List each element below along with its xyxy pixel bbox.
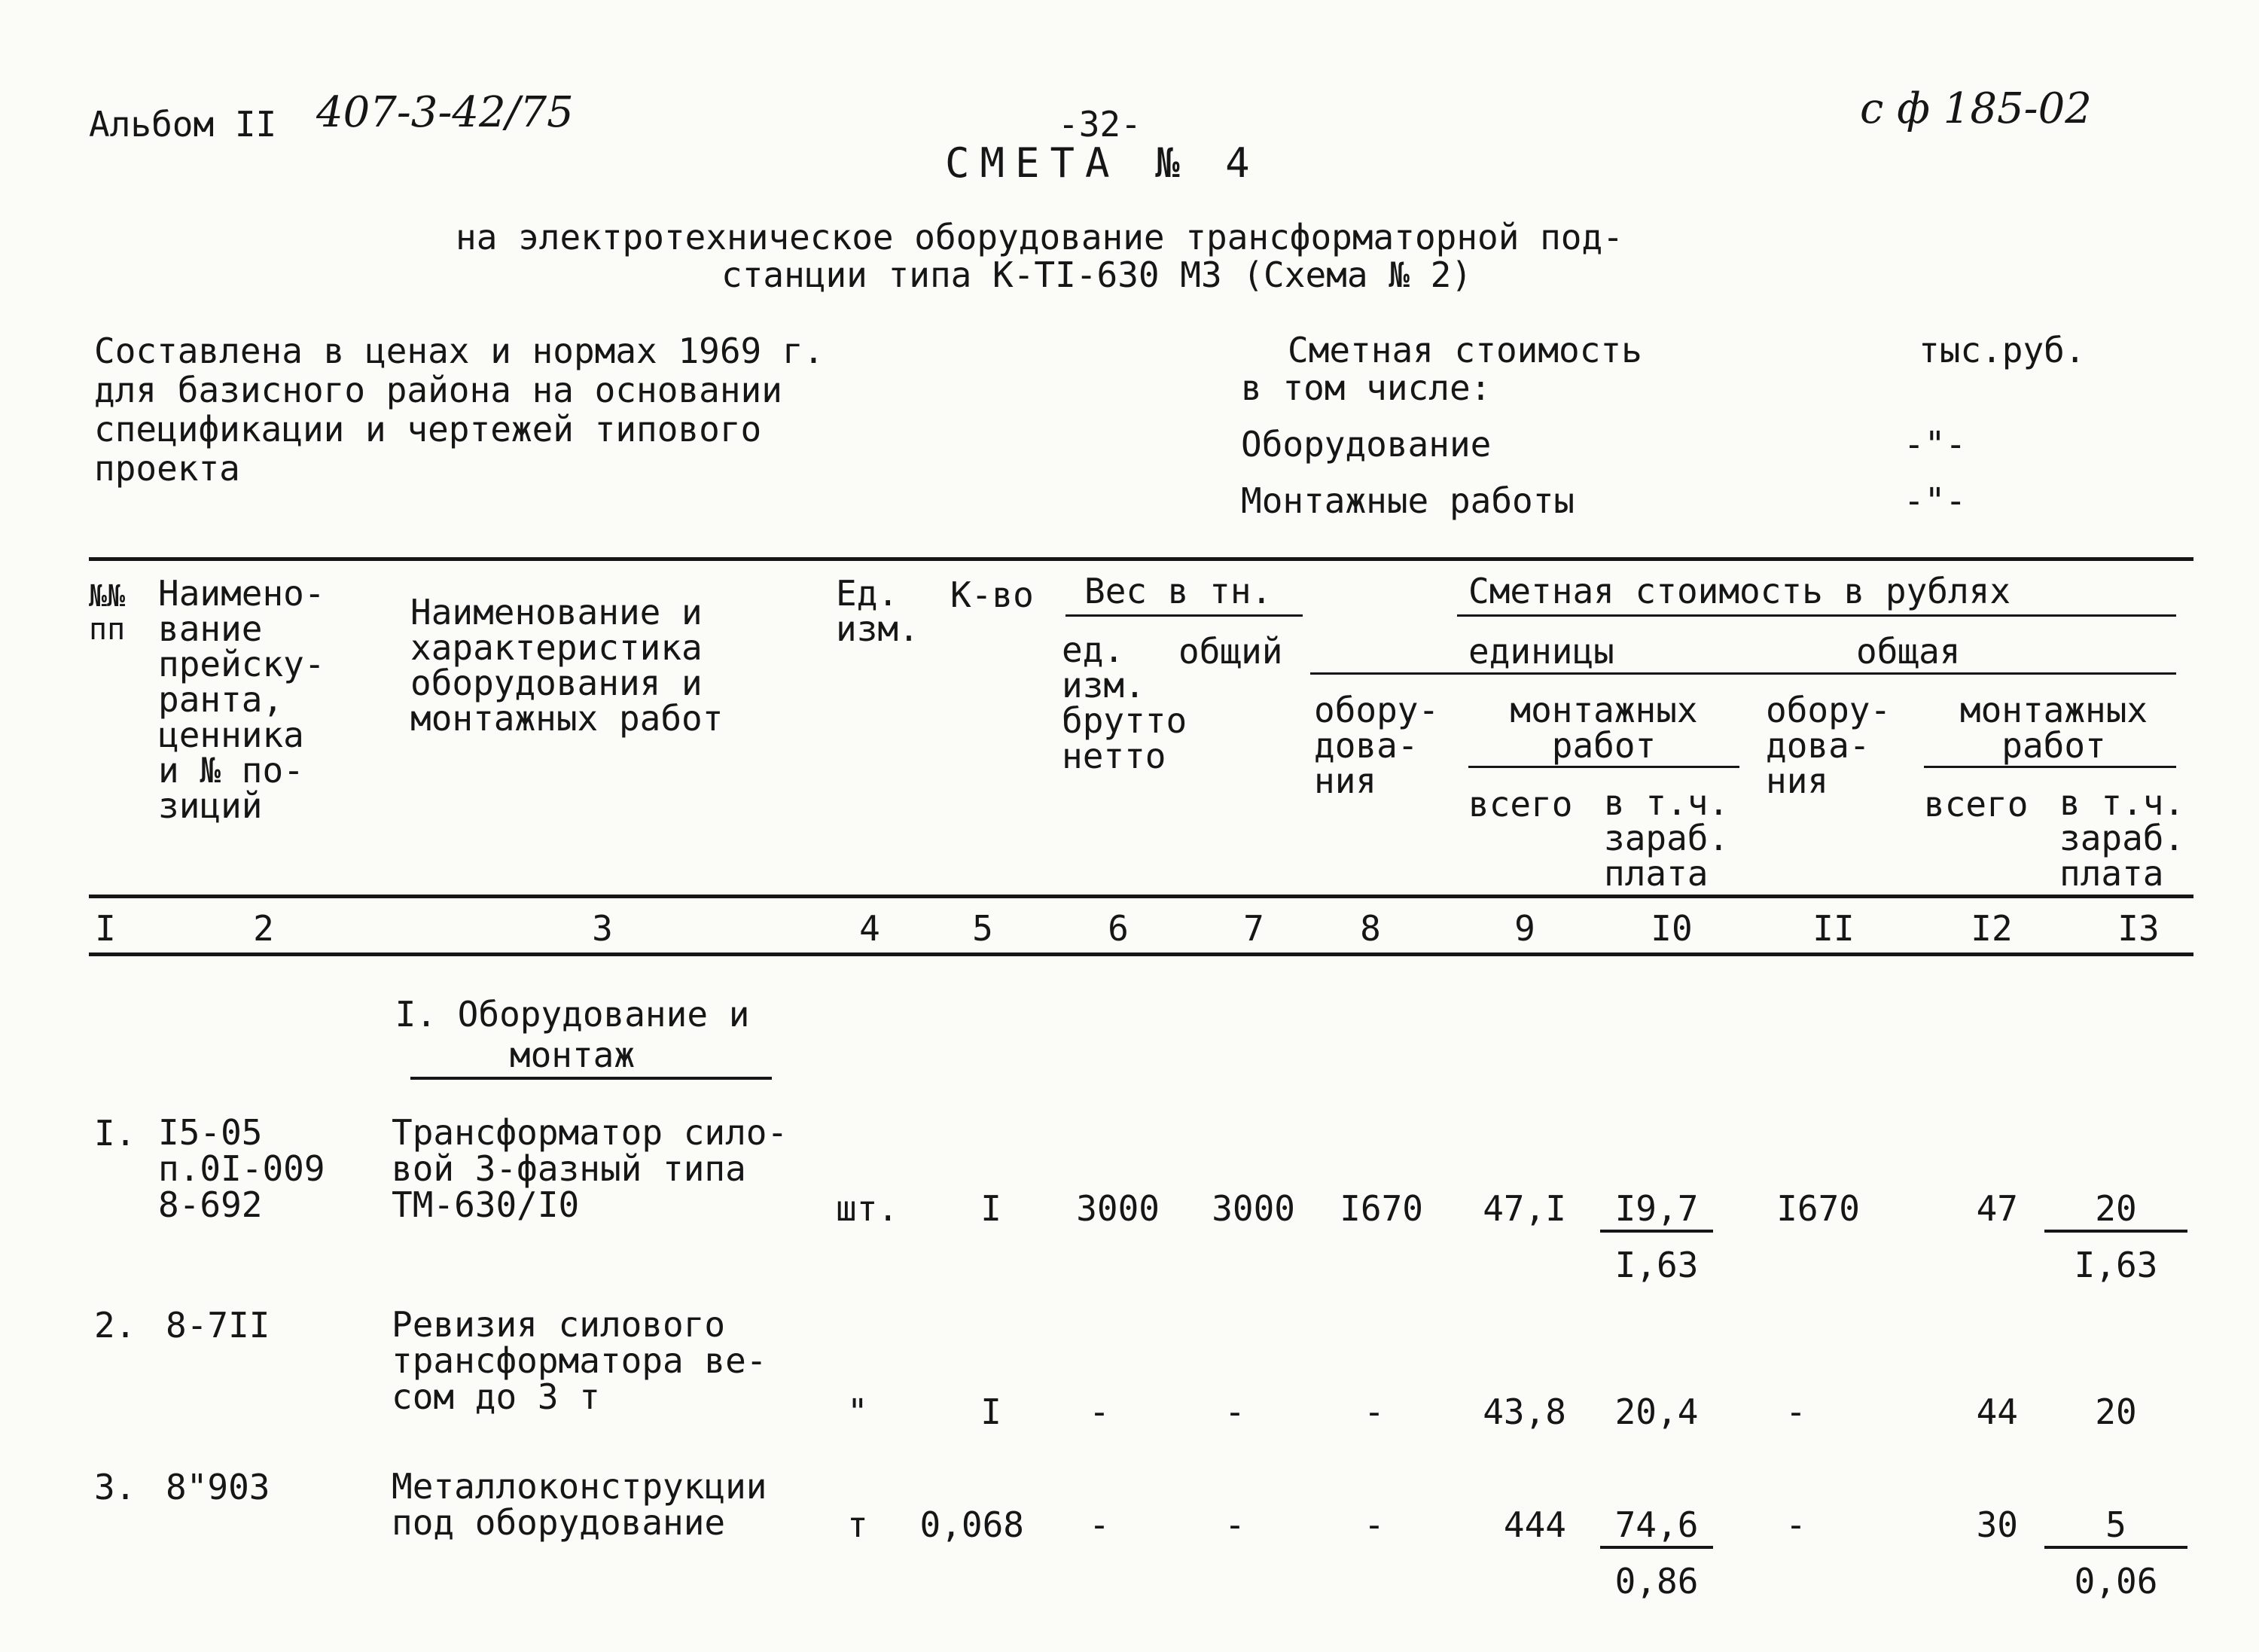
row-montage-unit: 47,I [1483,1188,1566,1229]
row-wage-total-sub: I,63 [2074,1245,2158,1285]
row-wage-total: 20 [2095,1391,2137,1432]
column-number: 8 [1360,908,1381,949]
row-qty: I [980,1188,1001,1229]
section-title-underline [410,1077,772,1080]
project-code: 407-3-42/75 [316,88,574,137]
row-code: 8-7II [166,1305,270,1346]
row-wage-unit-sub: I,63 [1614,1245,1699,1285]
equipment-value: -"- [1904,424,1967,465]
col-header-cost: Сметная стоимость в рублях [1468,571,2011,611]
column-number: 7 [1243,908,1264,949]
column-number: I2 [1971,908,2013,949]
col-header-all-total: всего [1924,784,2029,824]
row-equip-unit: - [1364,1504,1385,1545]
header-bottom-rule [89,895,2193,898]
weight-rule [1065,614,1303,617]
fraction-line [2044,1230,2187,1233]
composed-line: Составлена в ценах и нормах 1969 г. [94,331,825,371]
page-number: -32- [1058,104,1142,145]
row-equip-unit: I670 [1340,1188,1423,1229]
montage-total-rule [1924,766,2176,768]
row-wage-total: 5 [2105,1504,2126,1545]
row-equip-total: I670 [1776,1188,1860,1229]
row-montage-total: 47 [1976,1188,2018,1229]
row-qty: I [980,1391,1001,1432]
col-header-equip-unit: обору- дова- ния [1314,690,1440,801]
col-header-pricelist: Наимено- вание прейску- ранта, ценника и № по- зиций [158,573,325,826]
composed-line: для базисного района на основании [94,370,782,410]
row-equip-total: - [1785,1391,1806,1432]
column-numbers-rule [89,952,2193,956]
row-number: I. [94,1113,136,1154]
row-wage-unit: 74,6 [1614,1504,1699,1545]
col-header-num: №№ пп [89,579,126,647]
row-weight-total: - [1224,1391,1245,1432]
row-weight-unit: - [1089,1391,1110,1432]
column-number: I3 [2117,908,2160,949]
document-title: СМЕТА № 4 [945,139,1261,187]
row-name: Ревизия силового трансформатора ве- сом до 3 т [392,1304,767,1417]
composed-note [94,331,824,488]
column-number: 4 [859,908,880,949]
row-wage-unit-sub: 0,86 [1614,1561,1699,1602]
fraction-line [1600,1546,1713,1549]
col-header-montage-total: монтажных работ [1959,690,2148,766]
row-unit: " [847,1391,868,1432]
unit-total-rule [1310,672,2176,675]
row-weight-unit: 3000 [1076,1188,1160,1229]
including-label: в том числе: [1241,367,1492,408]
col-header-wage-total: в т.ч. зараб. плата [2059,782,2185,894]
composed-line: спецификации и чертежей типового [94,409,762,450]
col-header-cost-unit: единицы [1468,631,1614,672]
row-wage-total: 20 [2095,1188,2137,1229]
montage-unit-rule [1468,766,1739,768]
col-header-montage-unit: монтажных работ [1510,690,1698,766]
row-montage-unit: 43,8 [1483,1391,1566,1432]
column-number: I0 [1651,908,1693,949]
table-top-rule [89,557,2193,561]
row-number: 2. [94,1305,136,1346]
col-header-name: Наименование и характеристика оборудования и монтажных работ [410,592,724,739]
col-header-equip-total: обору- дова- ния [1766,690,1892,801]
fraction-line [1600,1230,1713,1233]
col-header-qty: К-во [950,575,1034,615]
col-header-weight-unit: ед. изм. брутто нетто [1062,629,1187,776]
section-title: I. Оборудование и монтаж [395,994,750,1075]
row-montage-total: 30 [1976,1504,2018,1545]
column-number: 5 [972,908,993,949]
montage-value: -"- [1904,480,1967,521]
column-number: 6 [1108,908,1129,949]
row-code: I5-05 п.0I-009 8-692 [158,1112,325,1225]
row-weight-unit: - [1089,1504,1110,1545]
col-header-all-unit: всего [1468,784,1573,824]
row-weight-total: - [1224,1504,1245,1545]
cost-unit: тыс.руб. [1919,330,2086,370]
col-header-weight: Вес в тн. [1084,571,1273,611]
col-header-unit: Ед. изм. [836,573,919,649]
album-label: Альбом II [89,104,277,145]
row-unit: т [847,1504,868,1545]
row-wage-unit: 20,4 [1614,1391,1699,1432]
subtitle-line-2: станции типа К-ТI-630 МЗ (Схема № 2) [721,255,1472,295]
row-unit: шт. [836,1188,899,1229]
cost-label: Сметная стоимость [1288,330,1642,370]
montage-label: Монтажные работы [1241,480,1575,521]
row-weight-total: 3000 [1212,1188,1295,1229]
row-qty: 0,068 [919,1504,1024,1545]
col-header-wage-unit: в т.ч. зараб. плата [1604,782,1730,894]
col-header-cost-total: общая [1856,631,1961,672]
row-montage-unit: 444 [1503,1504,1566,1545]
composed-line: проекта [94,448,240,489]
row-equip-total: - [1785,1504,1806,1545]
row-montage-total: 44 [1976,1391,2018,1432]
row-code: 8"903 [166,1467,270,1507]
column-number: 2 [253,908,274,949]
column-number: II [1812,908,1855,949]
column-number: I [95,908,116,949]
row-wage-unit: I9,7 [1614,1188,1699,1229]
row-wage-total-sub: 0,06 [2074,1561,2158,1602]
cost-rule [1457,614,2176,617]
col-header-weight-total: общий [1178,631,1283,672]
fraction-line [2044,1546,2187,1549]
column-number: 3 [592,908,613,949]
column-number: 9 [1514,908,1535,949]
row-name: Металлоконструкции под оборудование [392,1466,767,1543]
row-number: 3. [94,1467,136,1507]
row-name: Трансформатор сило- вой 3-фазный типа ТМ-630/I0 [392,1112,788,1225]
equipment-label: Оборудование [1241,424,1492,465]
subtitle-line-1: на электротехническое оборудование трансформаторной под- [456,217,1623,258]
row-equip-unit: - [1364,1391,1385,1432]
document-code-right: с ф 185-02 [1860,84,2092,133]
